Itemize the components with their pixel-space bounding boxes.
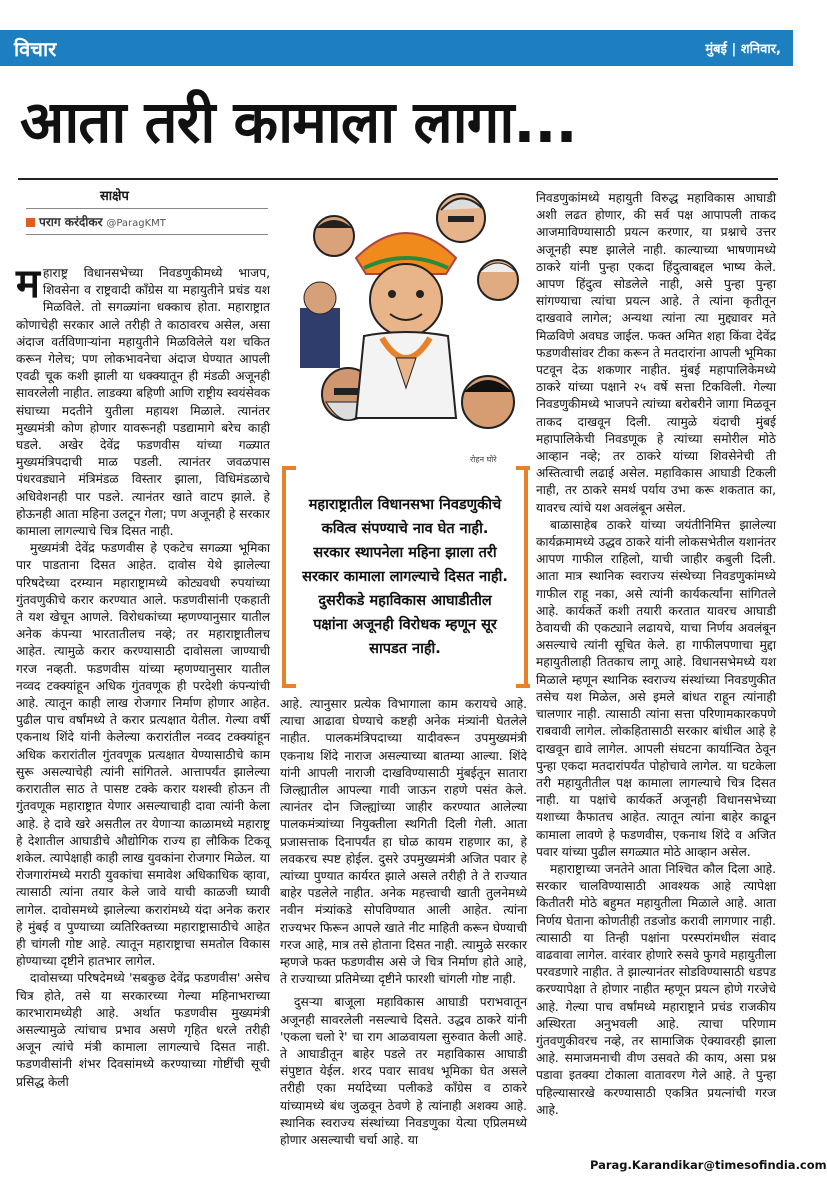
article-paragraph: महाराष्ट्राच्या जनतेने आता निश्चित कौल दिला आहे. सरकार चालविण्यासाठी आवश्यक आहे त्यापेक्षा कितीतरी मोठे बहुमत महायुतीला मिळाले आहे. आता निर्णय घेताना कोणतीही तडजोड करावी लागणार नाही. त्यासाठी या तिन्ही पक्षांना परस्परांमधील संवाद वाढवावा लागेल. वारंवार होणारे रुसवे फुगवे महायुतीला परवडणारे नाहीत. ते झाल्यानंतर सोडविण्यासाठी धडपड करण्यापेक्षा ते होणार नाहीत म्हणून प्रयत्न होणे गरजेचे आहे. गेल्या पाच वर्षांमध्ये महाराष्ट्राने प्रचंड राजकीय अस्थिरता अनुभवली आहे. त्याचा परिणाम गुंतवणुकीवरच नव्हे, तर सामाजिक ऐक्यावरही झाला आहे. समाजमनाची वीण उसवते की काय, असा प्रश्न पडावा इतक्या टोकाला वातावरण गेले आहे. ते पुन्हा पहिल्यासारखे करण्यासाठी एकत्रित प्रयत्नांची गरज आहे. [536,861,776,1117]
cartoon-side-figure [300,282,340,368]
article-paragraph: बाळासाहेब ठाकरे यांच्या जयंतीनिमित्त झालेल्या कार्यक्रमामध्ये उद्धव ठाकरे यांनी लोकसभेतील यशानंतर आपण गाफील राहिलो, याची जाहीर कबुली दिली. आता मात्र स्थानिक स्वराज्य संस्थेच्या निवडणुकांमध्ये गाफील राहू नका, असे त्यांनी कार्यकर्त्यांना सांगितले आहे. कार्यकर्ते कशी तयारी करतात यावरच आघाडी ठेवायची की एकट्याने लढायचे, याचा निर्णय अवलंबून असल्याचे त्यांनी सूचित केले. हा गाफीलपणाचा मुद्दा महायुतीलाही तितकाच लागू आहे. विधानसभेमध्ये यश मिळाले म्हणून स्थानिक स्वराज्य संस्थांच्या निवडणुकीत तसेच यश मिळेल, असे इमले बांधत राहून त्यांनाही चालणार नाही. त्यासाठी त्यांना सत्ता परिणामकारकपणे राबवावी लागेल. लोकहितासाठी सरकार बांधील आहे हे दाखवून द्यावे लागेल. आपली संघटना कार्यान्वित ठेवून पुन्हा एकदा मतदारांपर्यंत पोहोचावे लागेल. या घटकेला तरी महायुतीतील पक्ष कामाला लागल्याचे चित्र दिसत नाही. या पक्षांचे कार्यकर्ते अजूनही विधानसभेच्या यशाच्या कैफातच आहेत. त्यातून त्यांना बाहेर काढून कामाला लावणे हे फडणवीस, एकनाथ शिंदे व अजित पवार यांच्या पुढील सगळ्यात मोठे आव्हान असेल. [536,517,776,859]
section-banner [0,30,793,66]
article-column-2 [280,696,527,1186]
article-column-3 [536,190,776,1170]
author-name: पराग करंदीकर [39,215,103,229]
article-paragraph: दुसऱ्या बाजूला महाविकास आघाडी पराभवातून अजूनही सावरलेली नसल्याचे दिसते. उद्धव ठाकरे यांनी 'एकला चलो रे' चा राग आळवायला सुरुवात केली आहे. ते आघाडीतून बाहेर पडले तर महाविकास आघाडी संपुष्टात येईल. शरद पवार सावध भूमिका घेत असले तरीही एका मर्यादेच्या पलीकडे काँग्रेस व ठाकरे यांच्यामध्ये बंध जुळवून ठेवणे हे त्यांनाही अशक्य आहे. स्थानिक स्वराज्य संस्थांच्या निवडणुका येत्या एप्रिलमध्ये होणार असल्याची चर्चा आहे. या [280,995,527,1148]
headline: आता तरी कामाला लागा... [20,88,577,156]
political-cartoon [286,188,526,452]
article-paragraph: महाराष्ट्र विधानसभेच्या निवडणुकीमध्ये भाजप, शिवसेना व राष्ट्रवादी काँग्रेस या महायुतीने प्रचंड यश मिळविले. तो सगळ्यांना धक्काच होता. महाराष्ट्रात कोणाचेही सरकार आले तरीही ते काठावरच असेल, असा अंदाज वर्तविणाऱ्यांना महायुतीने मिळविलेले यश चकित करून गेलेच; पण लोकभावनेचा अंदाज घेण्यात आपली एवढी चूक कशी झाली या धक्क्यातून ही मंडळी अजूनही सावरलेली नाहीत. लाडक्या बहिणी आणि राष्ट्रीय स्वयंसेवक संघाच्या मदतीने युतीला महायश मिळाले. त्यानंतर मुख्यमंत्री कोण होणार यावरूनही पडद्यामागे बरेच काही घडले. अखेर देवेंद्र फडणवीस यांच्या गळ्यात मुख्यमंत्रिपदाची माळ पडली. त्यानंतर जवळपास पंधरवड्याने मंत्रिमंडळ विस्तार झाला, विधिमंडळाचे अधिवेशनही पार पडले. त्यानंतर खाते वाटप झाले. हे होऊनही आता महिना उलटून गेला; पण अजूनही हे सरकार कामाला लागल्याचे चित्र दिसत नाही. [16,261,270,539]
pull-quote-text: महाराष्ट्रातील विधानसभा निवडणुकीचे कवित्व संपण्याचे नाव घेत नाही. सरकार स्थापनेला महिना झाला तरी सरकार कामाला लागल्याचे दिसत नाही. दुसरीकडे महाविकास आघाडीतील पक्षांना अजूनही विरोधक म्हणून सूर सापडत नाही. [302,497,508,657]
byline-marker-icon [26,218,35,227]
byline [26,208,268,235]
cartoon-face-right [478,260,518,300]
headline-rule [18,178,778,180]
cartoon-credit: रोहन घोरे [470,455,497,464]
section-category: विचार [14,36,57,61]
column-name: साक्षेप [100,189,129,204]
article-paragraph: निवडणुकांमध्ये महायुती विरुद्ध महाविकास आघाडी अशी लढत होणार, की सर्व पक्ष आपापली ताकद आजमाविण्यासाठी प्रयत्न करणार, या प्रश्नाचे उत्तर अजूनही स्पष्ट झालेले नाही. काल्याच्या भाषणामध्ये ठाकरे यांनी पुन्हा एकदा हिंदुत्वाबद्दल भाष्य केले. आपण हिंदुत्व सोडलेले नाही, असे पुन्हा पुन्हा सांगण्याचा त्यांचा प्रयत्न आहे. ते त्यांना कृतीतून दाखवावे लागेल; अन्यथा त्यांना त्या मुद्द्यावर मते मिळविणे अवघड जाईल. फक्त अमित शहा किंवा देवेंद्र फडणवीसांवर टीका करून ते मतदारांना आपली भूमिका पटवून देऊ शकणार नाहीत. मुंबई महापालिकेमध्ये ठाकरे यांच्या पक्षाने २५ वर्षे सत्ता टिकविली. गेल्या निवडणुकीमध्ये भाजपने त्यांच्या बरोबरीने जागा मिळवून ताकद दाखवून दिली. त्यामुळे यंदाची मुंबई महापालिकेची निवडणूक हे त्यांच्या समोरील मोठे आव्हान नव्हे; तर ठाकरे यांच्या शिवसेनेची ती अस्तित्वाची लढाई असेल. महाविकास आघाडी टिकली नाही, तर ठाकरे समर्थ पर्याय उभा करू शकतात का, यावरच त्यांचे यश अवलंबून असेल. [536,191,776,515]
cartoon-face-bottom-right [462,376,514,428]
author-handle: @ParagKMT [106,218,166,229]
dateline: मुंबई | शनिवार, [705,42,781,57]
article-paragraph: मुख्यमंत्री देवेंद्र फडणवीस हे एकटेच सगळ्या भूमिका पार पाडताना दिसत आहेत. दावोस येथे झालेल्या परिषदेच्या दरम्यान महाराष्ट्रामध्ये कोट्यवधी रुपयांच्या गुंतवणुकीचे करार करण्यात आले. फडणवीसांनी एकहाती ते यश खेचून आणले. विरोधकांच्या म्हणण्यानुसार यातील अनेक कंपन्या भारतातीलच नव्हे; तर महाराष्ट्रातीलच आहेत. त्यामुळे करार करण्यासाठी दावोसला जाण्याची गरज नव्हती. फडणवीस यांच्या म्हणण्यानुसार यातील नव्वद टक्क्यांहून अधिक गुंतवणूक ही परदेशी कंपन्यांची आहे. त्यातून काही लाख रोजगार निर्माण होणार आहेत. पुढील पाच वर्षांमध्ये ते करार प्रत्यक्षात येतील. गेल्या वर्षी एकनाथ शिंदे यांनी केलेल्या करारांतील नव्वद टक्क्यांहून अधिक करारांतील गुंतवणूक प्रत्यक्षात येण्यासाठीचे काम सुरू असल्याचेही त्यांनी सांगितले. आत्तापर्यंत झालेल्या करारातील साठ ते पासष्ट टक्के करार यशस्वी होऊन ती गुंतवणूक महाराष्ट्रात येणार असल्याचाही दावा त्यांनी केला आहे. हे दावे खरे असतील तर येणाऱ्या काळामध्ये महाराष्ट्र हे देशातील आघाडीचे औद्योगिक राज्य हा लौकिक टिकवू शकेल. त्यापेक्षाही काही लाख युवकांना रोजगार मिळेल. या रोजगारांमध्ये मराठी युवकांचा समावेश अधिकाधिक व्हावा, त्यासाठी त्यांना तयार केले जावे याची काळजी घ्यावी लागेल. दावोसमध्ये झालेल्या करारांमध्ये यंदा अनेक करार हे मुंबई व पुण्याच्या व्यतिरिक्तच्या महाराष्ट्रासाठीचे आहेत ही चांगली गोष्ट आहे. त्यातून महाराष्ट्राचा समतोल विकास होण्याच्या दृष्टीने हातभार लागेल. [16,541,270,969]
article-paragraph: आहे. त्यानुसार प्रत्येक विभागाला काम करायचे आहे. त्याचा आढावा घेण्याचे कष्टही अनेक मंत्र्यांनी घेतलेले नाहीत. पालकमंत्रिपदाच्या यादीवरून उपमुख्यमंत्री एकनाथ शिंदे नाराज असल्याच्या बातम्या आल्या. शिंदे यांनी आपली नाराजी दाखविण्यासाठी मुंबईतून सातारा जिल्ह्यातील आपल्या गावी जाऊन राहणे पसंत केले. त्यानंतर दोन जिल्ह्यांच्या जाहीर करण्यात आलेल्या पालकमंत्र्यांच्या नियुक्तीला स्थगिती दिली गेली. आता प्रजासत्ताक दिनापर्यंत हा घोळ कायम राहणार का, हे लवकरच स्पष्ट होईल. दुसरे उपमुख्यमंत्री अजित पवार हे त्यांच्या पुण्यात कार्यरत झाले असले तरीही ते ते राज्यात बाहेर पडलेले नाहीत. अनेक महत्त्वाची खाती तुलनेमध्ये नवीन मंत्र्यांकडे सोपविण्यात आली आहेत. त्यांना राज्यभर फिरून आपले खाते नीट माहिती करून घेण्याची गरज आहे, मात्र तसे होताना दिसत नाही. त्यामुळे सरकार म्हणजे फक्त फडणवीस असे जे चित्र निर्माण होते आहे, ते राज्याच्या प्रतिमेच्या दृष्टीने फारशी चांगली गोष्ट नाही. [280,697,527,987]
pull-quote [282,466,528,688]
article-paragraph: दावोसच्या परिषदेमध्ये 'सबकुछ देवेंद्र फडणवीस' असेच चित्र होते, तसे या सरकारच्या गेल्या महिनाभराच्या कारभारामध्येही आहे. अर्थात फडणवीस मुख्यमंत्री असल्यामुळे त्यांचाच प्रभाव असणे गृहित धरले तरीही अजून त्यांचे मंत्री कामाला लागल्याचे दिसत नाही. फडणवीसांनी शंभर दिवसांमध्ये करण्याच्या गोष्टींची सूची प्रसिद्ध केली [16,971,270,1089]
drop-cap: म [16,261,40,307]
cartoon-face-left [314,216,354,256]
author-email[interactable]: Parag.Karandikar@timesofindia.com [590,1158,827,1172]
article-column-1 [16,261,270,1185]
cartoon-face-top [437,194,485,242]
